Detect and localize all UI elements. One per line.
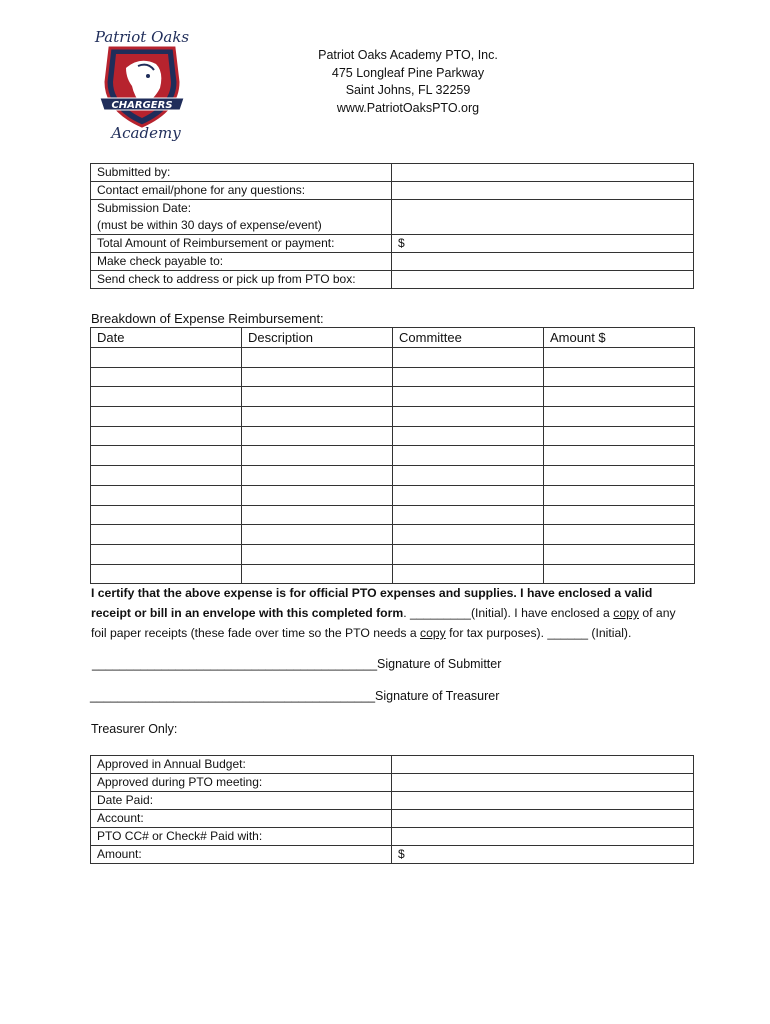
certification-initial-2: for tax purposes). ______ (Initial). xyxy=(445,626,632,640)
contact-label: Contact email/phone for any questions: xyxy=(91,182,392,200)
expense-committee-cell[interactable] xyxy=(393,525,544,545)
expense-date-cell[interactable] xyxy=(91,544,242,564)
expense-amount-cell[interactable] xyxy=(544,446,695,466)
expense-committee-cell[interactable] xyxy=(393,485,544,505)
expense-description-cell[interactable] xyxy=(242,348,393,368)
expense-committee-cell[interactable] xyxy=(393,446,544,466)
certification-bold-text: I certify that the above expense is for official PTO expenses and supplies. I have enclosed a valid receipt or bill in an envelope with this completed form xyxy=(91,586,653,620)
table-row xyxy=(91,485,695,505)
expense-committee-cell[interactable] xyxy=(393,505,544,525)
expense-date-cell[interactable] xyxy=(91,564,242,584)
expense-amount-cell[interactable] xyxy=(544,485,695,505)
expense-amount-cell[interactable] xyxy=(544,505,695,525)
expense-amount-cell[interactable] xyxy=(544,348,695,368)
contact-field[interactable] xyxy=(392,182,694,200)
approved-meeting-label: Approved during PTO meeting: xyxy=(91,774,392,792)
treasurer-table xyxy=(90,755,694,864)
payable-to-field[interactable] xyxy=(392,253,694,271)
expense-date-cell[interactable] xyxy=(91,407,242,427)
submitted-by-field[interactable] xyxy=(392,164,694,182)
expense-committee-cell[interactable] xyxy=(393,407,544,427)
table-row xyxy=(91,446,695,466)
table-row xyxy=(91,387,695,407)
expense-description-cell[interactable] xyxy=(242,466,393,486)
treasurer-only-heading: Treasurer Only: xyxy=(91,722,178,736)
table-row xyxy=(91,525,695,545)
logo-top-text: Patriot Oaks xyxy=(94,28,190,46)
logo-bottom-text: Academy xyxy=(111,124,181,142)
expense-amount-cell[interactable] xyxy=(544,407,695,427)
approved-budget-label: Approved in Annual Budget: xyxy=(91,756,392,774)
approved-meeting-field[interactable] xyxy=(392,774,694,792)
expense-amount-cell[interactable] xyxy=(544,466,695,486)
breakdown-title: Breakdown of Expense Reimbursement: xyxy=(91,311,324,326)
paid-with-label: PTO CC# or Check# Paid with: xyxy=(91,828,392,846)
table-row xyxy=(91,505,695,525)
expense-date-cell[interactable] xyxy=(91,446,242,466)
date-paid-label: Date Paid: xyxy=(91,792,392,810)
expense-committee-cell[interactable] xyxy=(393,466,544,486)
expense-description-cell[interactable] xyxy=(242,505,393,525)
certification-statement xyxy=(91,583,691,643)
column-header-date: Date xyxy=(91,328,242,348)
table-row xyxy=(91,544,695,564)
table-row xyxy=(91,426,695,446)
logo-banner-text: CHARGERS xyxy=(111,100,173,111)
expense-description-cell[interactable] xyxy=(242,485,393,505)
submission-date-field[interactable] xyxy=(392,200,694,235)
expense-description-cell[interactable] xyxy=(242,544,393,564)
expense-amount-cell[interactable] xyxy=(544,426,695,446)
account-label: Account: xyxy=(91,810,392,828)
table-row xyxy=(91,466,695,486)
table-row xyxy=(91,367,695,387)
expense-committee-cell[interactable] xyxy=(393,426,544,446)
organization-header xyxy=(250,47,566,117)
send-check-label: Send check to address or pick up from PTO box: xyxy=(91,271,392,289)
expense-date-cell[interactable] xyxy=(91,505,242,525)
submitter-signature-line[interactable]: _________________________________________Signature of Submitter xyxy=(92,657,502,671)
org-city: Saint Johns, FL 32259 xyxy=(345,83,471,97)
expense-date-cell[interactable] xyxy=(91,525,242,545)
table-row xyxy=(91,348,695,368)
submitter-info-table xyxy=(90,163,694,289)
org-name: Patriot Oaks Academy PTO, Inc. xyxy=(318,48,498,62)
expense-amount-cell[interactable] xyxy=(544,387,695,407)
expense-date-cell[interactable] xyxy=(91,387,242,407)
expense-amount-cell[interactable] xyxy=(544,544,695,564)
expense-date-cell[interactable] xyxy=(91,466,242,486)
date-paid-field[interactable] xyxy=(392,792,694,810)
column-header-amount: Amount $ xyxy=(544,328,695,348)
table-row xyxy=(91,564,695,584)
certification-foil-text: of any foil paper receipts (these fade over time so the PTO needs a xyxy=(91,606,676,640)
treasurer-signature-line[interactable]: _________________________________________Signature of Treasurer xyxy=(90,689,500,703)
submission-date-label-line1: Submission Date: xyxy=(97,201,192,215)
expense-breakdown-table xyxy=(90,327,695,584)
submission-date-label-line2: (must be within 30 days of expense/event) xyxy=(97,218,322,232)
org-street: 475 Longleaf Pine Parkway xyxy=(331,65,485,80)
submitted-by-label: Submitted by: xyxy=(91,164,392,182)
certification-copy-1: copy xyxy=(613,606,639,620)
expense-committee-cell[interactable] xyxy=(393,544,544,564)
expense-committee-cell[interactable] xyxy=(393,348,544,368)
column-header-committee: Committee xyxy=(393,328,544,348)
expense-description-cell[interactable] xyxy=(242,407,393,427)
expense-committee-cell[interactable] xyxy=(393,564,544,584)
expense-amount-cell[interactable] xyxy=(544,525,695,545)
certification-initial-1: . _________(Initial). I have enclosed a xyxy=(403,606,614,620)
expense-date-cell[interactable] xyxy=(91,367,242,387)
expense-date-cell[interactable] xyxy=(91,348,242,368)
payable-to-label: Make check payable to: xyxy=(91,253,392,271)
approved-budget-field[interactable] xyxy=(392,756,694,774)
expense-date-cell[interactable] xyxy=(91,426,242,446)
amount-label: Amount: xyxy=(91,846,392,864)
paid-with-field[interactable] xyxy=(392,828,694,846)
total-amount-label: Total Amount of Reimbursement or payment: xyxy=(91,235,392,253)
expense-rows xyxy=(91,348,695,584)
amount-field[interactable]: $ xyxy=(392,846,694,864)
patriot-oaks-chargers-logo xyxy=(90,26,194,144)
certification-copy-2: copy xyxy=(420,626,446,640)
expense-description-cell[interactable] xyxy=(242,564,393,584)
account-field[interactable] xyxy=(392,810,694,828)
total-amount-field[interactable]: $ xyxy=(392,235,694,253)
table-row xyxy=(91,407,695,427)
expense-date-cell[interactable] xyxy=(91,485,242,505)
submission-date-label xyxy=(91,200,392,235)
expense-description-cell[interactable] xyxy=(242,426,393,446)
expense-committee-cell[interactable] xyxy=(393,367,544,387)
expense-description-cell[interactable] xyxy=(242,446,393,466)
expense-description-cell[interactable] xyxy=(242,525,393,545)
send-check-field[interactable] xyxy=(392,271,694,289)
expense-committee-cell[interactable] xyxy=(393,387,544,407)
expense-amount-cell[interactable] xyxy=(544,367,695,387)
expense-amount-cell[interactable] xyxy=(544,564,695,584)
expense-description-cell[interactable] xyxy=(242,367,393,387)
column-header-description: Description xyxy=(242,328,393,348)
expense-description-cell[interactable] xyxy=(242,387,393,407)
org-website: www.PatriotOaksPTO.org xyxy=(336,100,480,115)
